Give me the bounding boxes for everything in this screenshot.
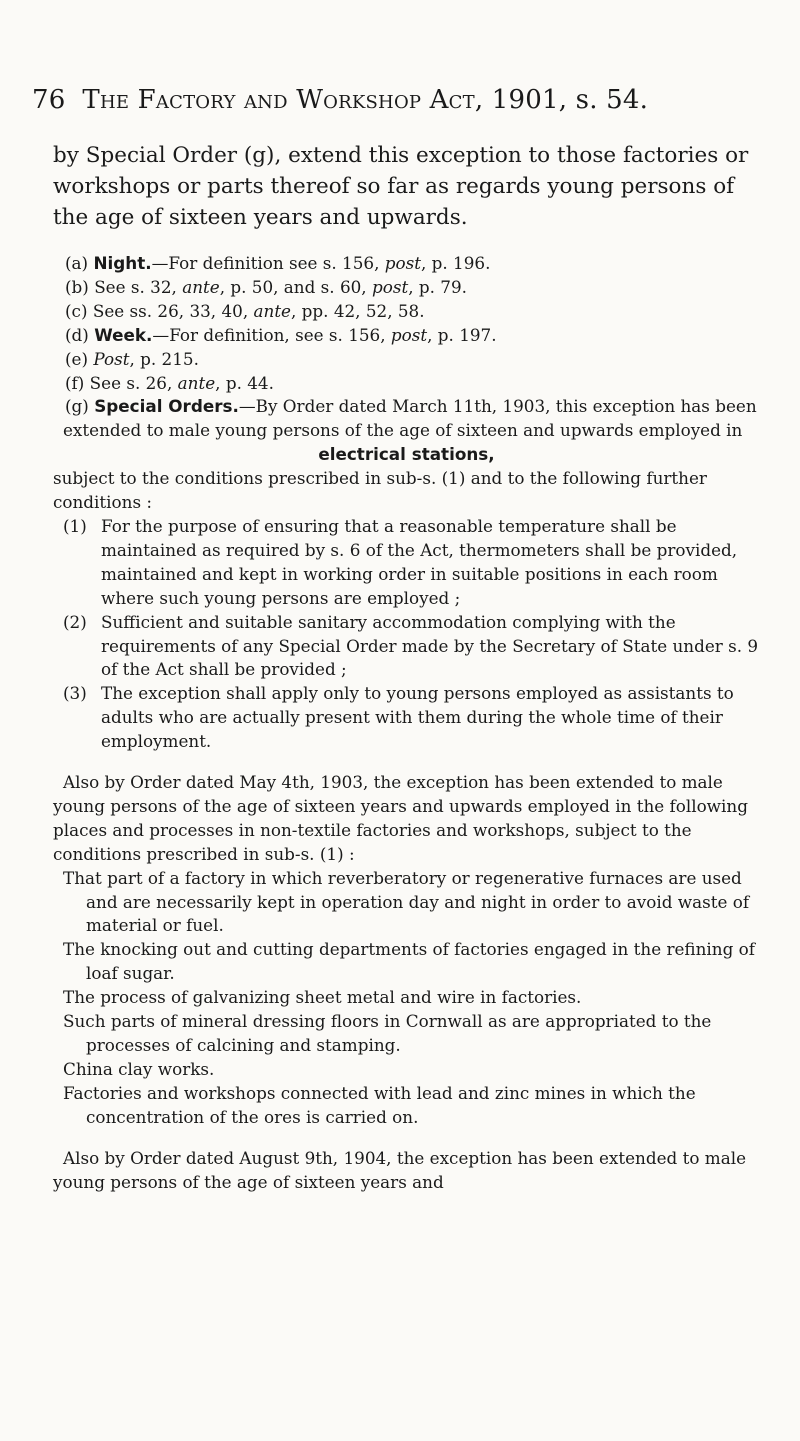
footnote-text: See ss. 26, 33, 40, [92, 300, 254, 321]
footnote-mark: (b) [65, 276, 89, 297]
footnote-mark: (g) [65, 396, 89, 417]
footnote-ref: post [390, 324, 428, 345]
paragraph: Also by Order dated August 9th, 1904, the exception has been extended to male young persons of the age of sixteen years and [53, 1147, 747, 1192]
footnote-tail: , p. 197. [427, 324, 497, 345]
place-item: The knocking out and cutting departments of factories engaged in the refining of loaf sugar. [63, 939, 755, 984]
footnote-text: See s. 26, [89, 372, 178, 393]
place-item: Such parts of mineral dressing floors in Cornwall as are appropriated to the processes of calcining and stamping. [63, 1011, 712, 1055]
footnote-ref: ante [177, 372, 216, 393]
footnote-heading: Special Orders. [94, 396, 239, 417]
footnote-c [53, 300, 760, 324]
footnote-f [53, 372, 760, 396]
footnote-mark: (e) [65, 348, 89, 369]
footnote-text: subject to the conditions prescribed in sub-s. (1) and to the following further conditions : [53, 468, 707, 513]
footnote-text: , p. 50, and s. 60, [219, 276, 372, 297]
condition-item [63, 611, 760, 683]
footnotes [53, 252, 760, 1194]
footnote-text: —By Order dated March 11th, 1903, this exception has been extended to male young persons of the age of sixteen and upwards employed in [63, 396, 757, 441]
body-text: by Special Order (g), extend this exception to those factories or workshops or parts thereof so far as regards young persons of the age of sixteen years and upwards. [53, 143, 749, 230]
footnote-d [53, 324, 760, 348]
condition-text: For the purpose of ensuring that a reasonable temperature shall be maintained as required by s. 6 of the Act, thermometers shall be provided, maintained and kept in working order in suitable positions in each room where such young persons are employed ; [101, 515, 738, 608]
footnote-mark: (c) [65, 300, 88, 321]
footnote-ref: post [384, 253, 421, 273]
paragraph: Also by Order dated May 4th, 1903, the exception has been extended to male young persons of the age of sixteen years and upwards employed in the following places and processes in non-textile factories and workshops, subject to the conditions prescribed in sub-s. (1) : [53, 772, 748, 864]
section-ref: s. 54. [575, 85, 649, 115]
footnote-tail: , p. 79. [408, 276, 467, 297]
footnote-tail: , pp. 42, 52, 58. [291, 300, 425, 321]
footnote-tail: , p. 196. [420, 253, 491, 273]
footnote-ref: ante [253, 300, 291, 321]
footnote-subheading: electrical stations, [318, 444, 495, 465]
footnote-tail: , p. 215. [129, 348, 199, 369]
footnote-text: See s. 32, [94, 276, 183, 297]
place-item: Factories and workshops connected with lead and zinc mines in which the concentration of the ores is carried on. [63, 1082, 696, 1127]
condition-text: The exception shall apply only to young persons employed as assistants to adults who are actually present with them during the whole time of their employment. [101, 683, 734, 752]
footnote-heading: Week. [94, 324, 153, 345]
footnote-ref: Post [93, 348, 130, 369]
place-item: The process of galvanizing sheet metal and wire in factories. [63, 987, 582, 1008]
condition-text: Sufficient and suitable sanitary accommodation complying with the requirements of any Special Order made by the Secretary of State under s. 9 of the Act shall be provided ; [101, 611, 759, 680]
condition-number: (3) [63, 683, 87, 704]
condition-item [63, 515, 760, 611]
footnote-e [53, 348, 760, 372]
footnote-mark: (f) [65, 372, 85, 393]
place-item: That part of a factory in which reverberatory or regenerative furnaces are used and are necessarily kept in operation day and night in order to avoid waste of material or fuel. [63, 867, 750, 936]
footnote-text: —For definition see s. 156, [151, 253, 385, 273]
condition-number: (1) [63, 515, 87, 536]
footnote-tail: , p. 44. [215, 372, 274, 393]
footnote-text: —For definition, see s. 156, [152, 324, 391, 345]
footnote-a [53, 252, 760, 276]
footnote-g [53, 395, 760, 443]
running-title: The Factory and Workshop Act, 1901, [82, 85, 568, 115]
condition-item [63, 682, 760, 754]
place-item: China clay works. [63, 1058, 215, 1079]
running-header [32, 85, 760, 115]
footnote-heading: Night. [93, 253, 152, 273]
footnote-ref: ante [182, 276, 220, 297]
footnote-mark: (a) [65, 253, 89, 273]
footnote-mark: (d) [65, 324, 89, 345]
page-number: 76 [32, 85, 66, 115]
condition-number: (2) [63, 611, 87, 632]
footnote-b [53, 276, 760, 300]
footnote-ref: post [371, 276, 409, 297]
